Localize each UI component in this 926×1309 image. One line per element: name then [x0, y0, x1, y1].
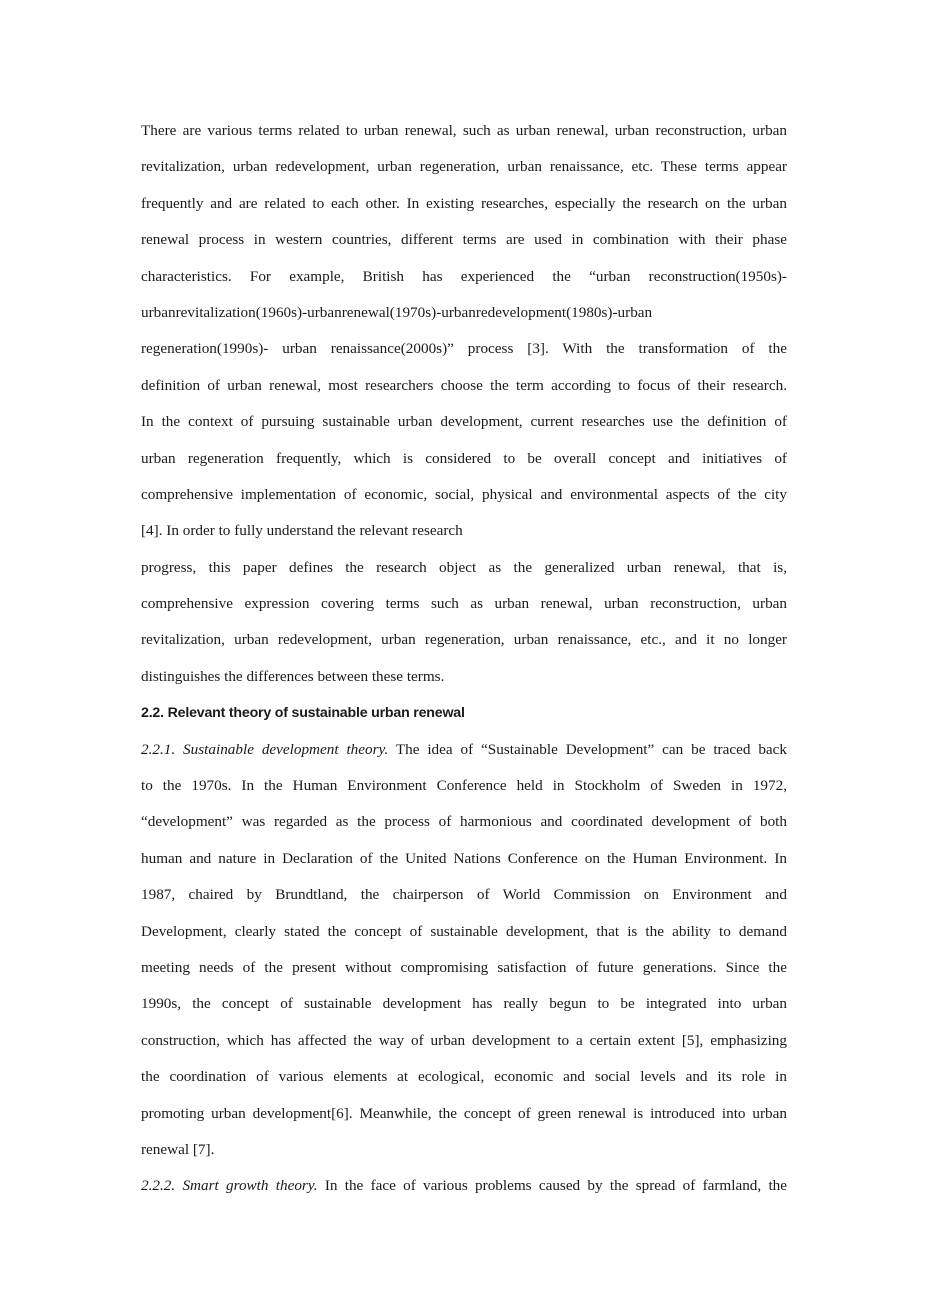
text-line: meeting needs of the present without compromising satisfaction of future generations. Since the: [141, 958, 787, 976]
text-line: urbanrevitalization(1960s)-urbanrenewal(1970s)-urbanredevelopment(1980s)-urban: [141, 303, 653, 321]
paragraph-urban-renewal-terms: [141, 113, 787, 550]
text-line: There are various terms related to urban renewal, such as urban renewal, urban reconstruction, urban: [141, 122, 787, 139]
text-line: the coordination of various elements at ecological, economic and social levels and its role in: [141, 1068, 787, 1086]
text-line: comprehensive implementation of economic, social, physical and environmental aspects of the city: [141, 485, 787, 503]
text-line: In the context of pursuing sustainable urban development, current researches use the definition of: [141, 413, 787, 431]
text-line: [4]. In order to fully understand the relevant research: [141, 522, 463, 540]
paragraph-research-object: [141, 550, 787, 696]
text-line: to the 1970s. In the Human Environment Conference held in Stockholm of Sweden in 1972,: [141, 777, 787, 795]
text-line: comprehensive expression covering terms such as urban renewal, urban reconstruction, urban: [141, 595, 787, 613]
text-run: In the face of various problems caused by the spread of farmland, the: [324, 1177, 788, 1195]
text-run: The idea of “Sustainable Development” can be traced back: [395, 740, 787, 758]
text-line: renewal [7].: [141, 1140, 215, 1158]
text-line: distinguishes the differences between these terms.: [141, 667, 445, 685]
text-line: frequently and are related to each other. In existing researches, especially the research on the urban: [141, 194, 787, 212]
subsection-title: 2.2.2. Smart growth theory.: [141, 1177, 318, 1195]
text-line: definition of urban renewal, most researchers choose the term according to focus of their research.: [141, 376, 787, 394]
text-line: promoting urban development[6]. Meanwhile, the concept of green renewal is introduced into urban: [141, 1104, 787, 1122]
text-line: human and nature in Declaration of the United Nations Conference on the Human Environment. In: [141, 849, 787, 867]
text-line: 1990s, the concept of sustainable development has really begun to be integrated into urban: [141, 995, 787, 1013]
text-line: progress, this paper defines the research object as the generalized urban renewal, that is,: [141, 558, 787, 576]
text-line: revitalization, urban redevelopment, urban regeneration, urban renaissance, etc., and it no longer: [141, 631, 787, 649]
text-line: construction, which has affected the way of urban development to a certain extent [5], emphasizing: [141, 1031, 787, 1049]
text-line: characteristics. For example, British has experienced the “urban reconstruction(1950s)-: [141, 267, 787, 285]
subsection-sustainable-development: [141, 732, 787, 1169]
text-line: “development” was regarded as the process of harmonious and coordinated development of both: [141, 813, 787, 831]
text-line: [141, 732, 787, 768]
text-line: renewal process in western countries, different terms are used in combination with their phase: [141, 231, 787, 249]
text-line: revitalization, urban redevelopment, urban regeneration, urban renaissance, etc. These terms appear: [141, 158, 787, 176]
document-page: [141, 113, 787, 1205]
text-line: 1987, chaired by Brundtland, the chairperson of World Commission on Environment and: [141, 886, 787, 904]
text-line: Development, clearly stated the concept of sustainable development, that is the ability to demand: [141, 922, 787, 940]
text-line: urban regeneration frequently, which is considered to be overall concept and initiatives of: [141, 449, 787, 467]
text-line: regeneration(1990s)- urban renaissance(2000s)” process [3]. With the transformation of the: [141, 340, 787, 358]
section-heading: 2.2. Relevant theory of sustainable urban renewal: [141, 705, 465, 722]
subsection-smart-growth: [141, 1168, 787, 1204]
subsection-title: 2.2.1. Sustainable development theory.: [141, 740, 389, 758]
text-line: [141, 1168, 787, 1204]
